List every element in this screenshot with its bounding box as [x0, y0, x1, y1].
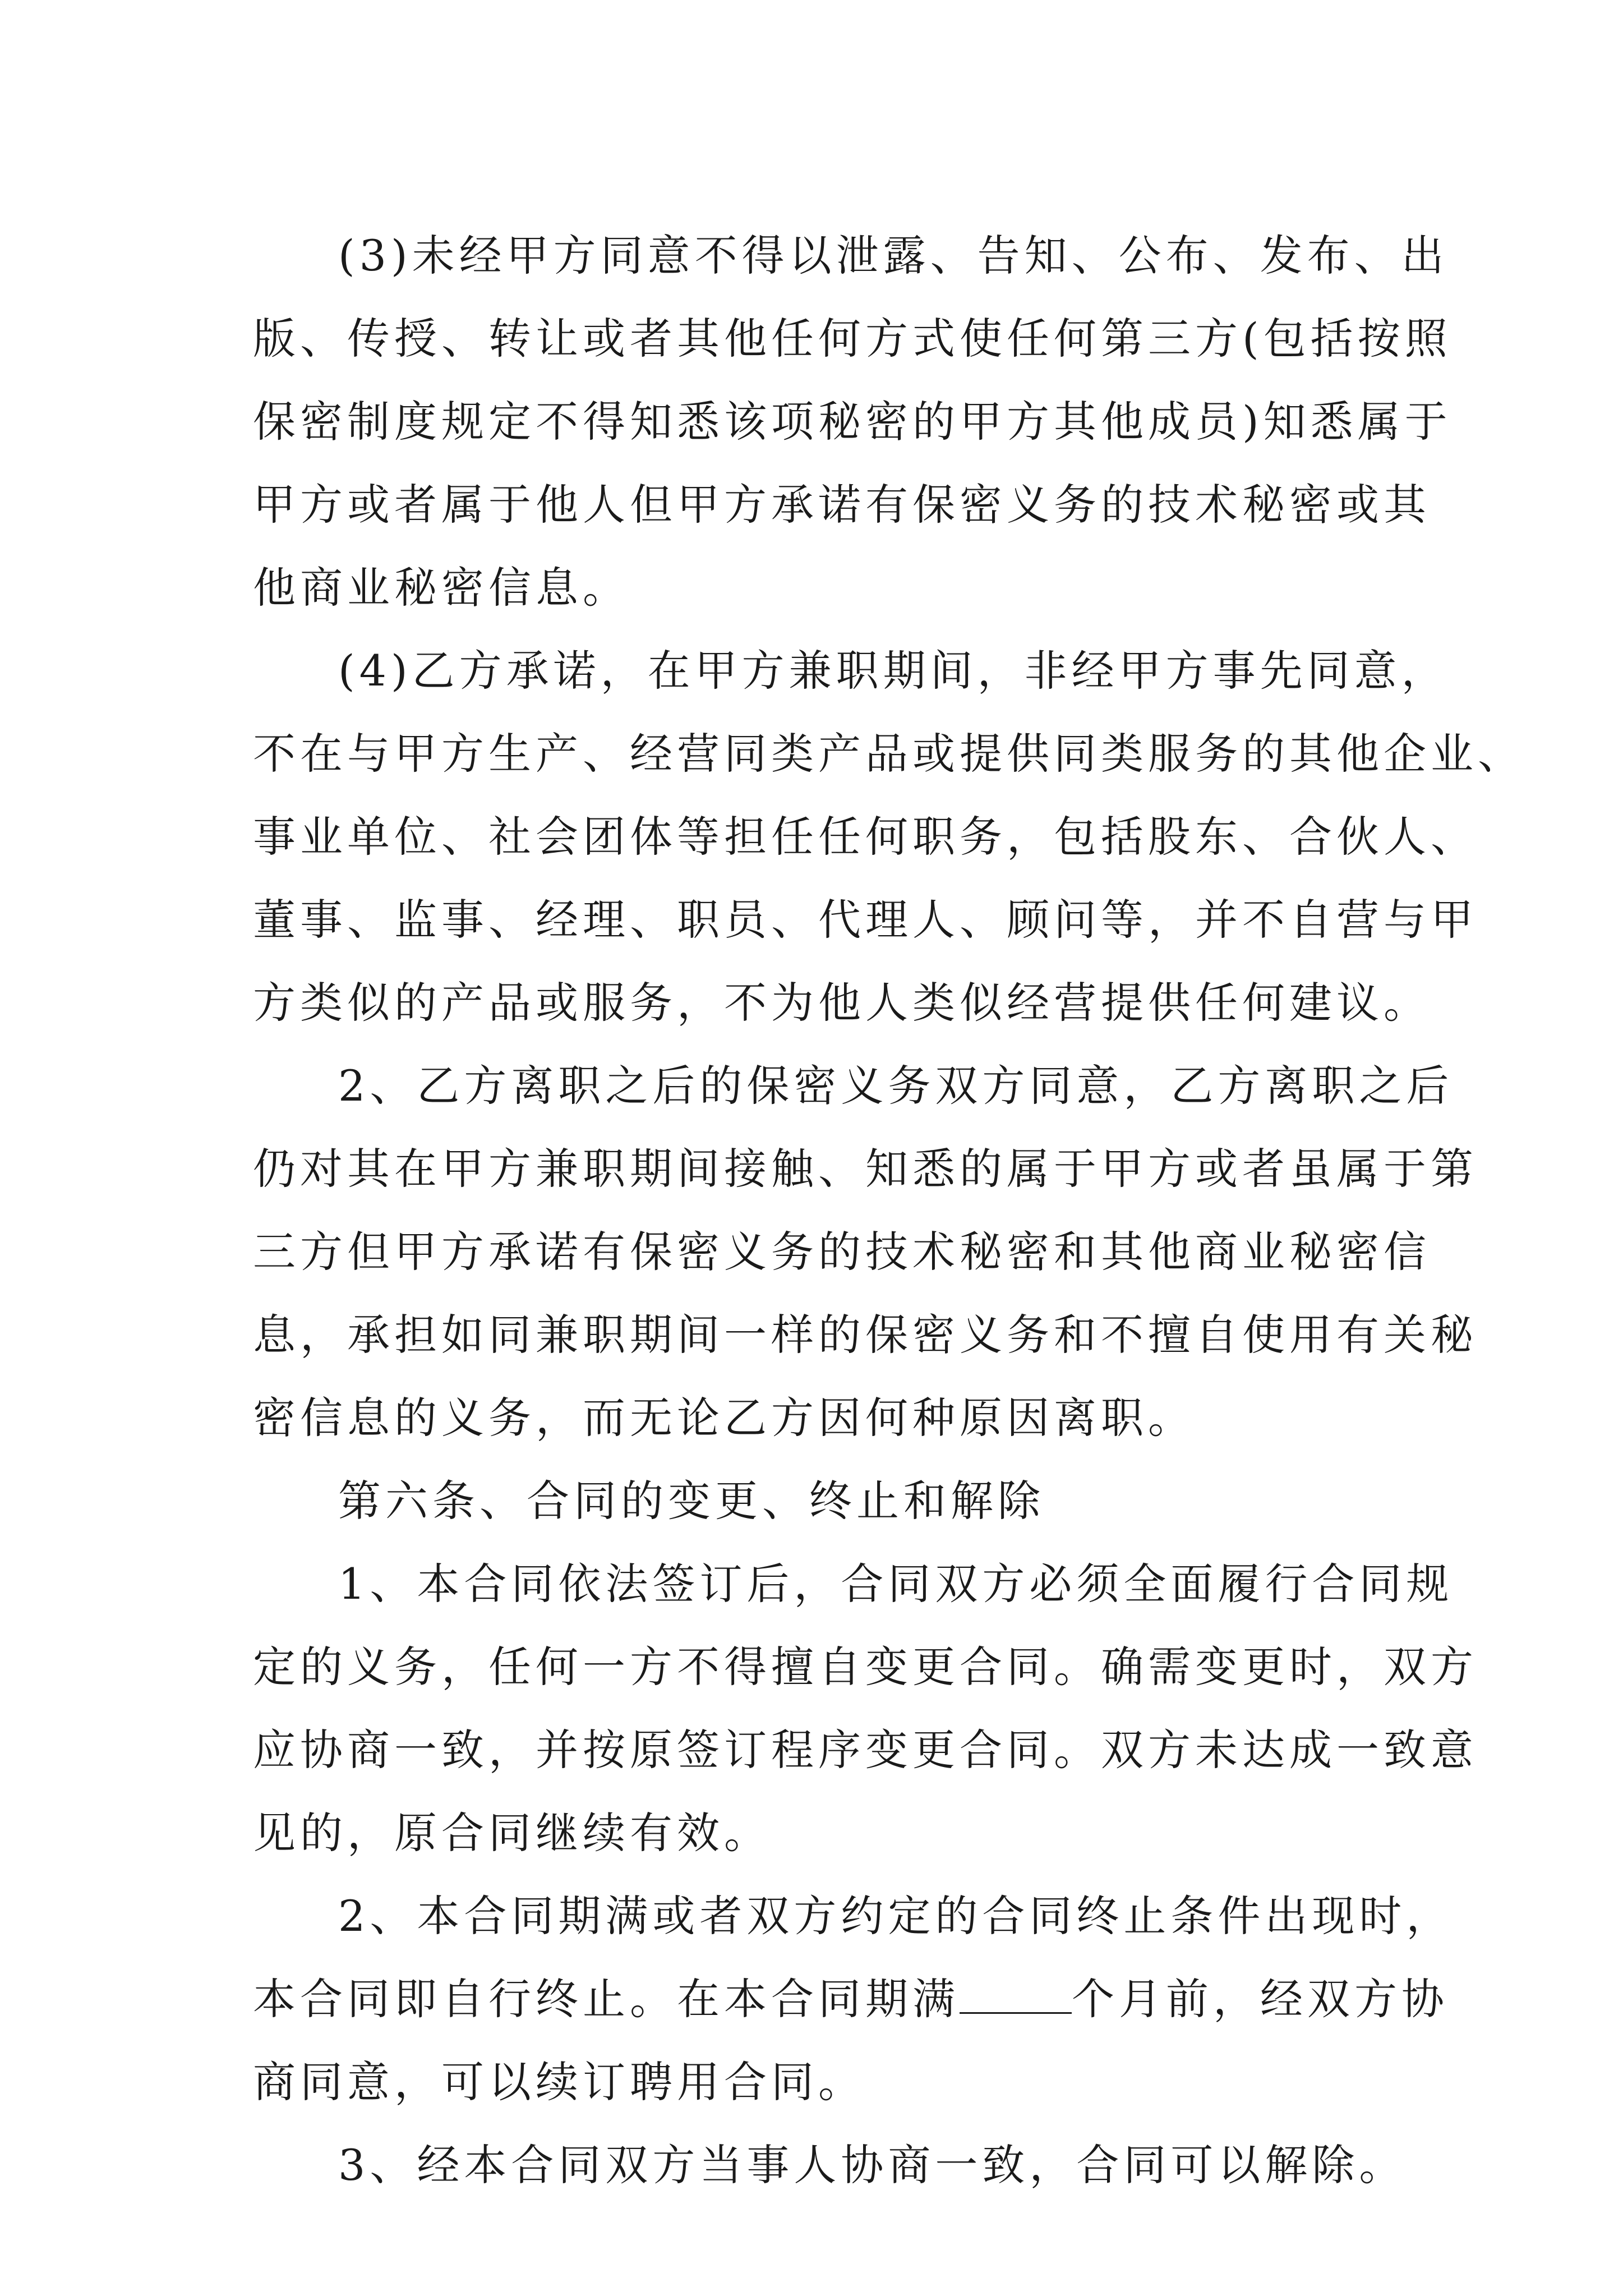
text-line: 董事、监事、经理、职员、代理人、顾问等，并不自营与甲 — [253, 895, 1478, 945]
text-line: 三方但甲方承诺有保密义务的技术秘密和其他商业秘密信 — [253, 1227, 1431, 1277]
paragraph-contract-termination — [253, 1875, 1454, 2124]
text-line: 版、传授、转让或者其他任何方式使任何第三方(包括按照 — [253, 314, 1452, 364]
section-heading-article-6 — [253, 1460, 1375, 1543]
text-line: 应协商一致，并按原签订程序变更合同。双方未达成一致意 — [253, 1725, 1478, 1775]
text-line: 甲方或者属于他人但甲方承诺有保密义务的技术秘密或其 — [253, 480, 1431, 530]
text-line: 密信息的义务，而无论乙方因何种原因离职。 — [253, 1393, 1195, 1443]
paragraph-contract-change — [253, 1543, 1478, 1875]
text-line: (4)乙方承诺，在甲方兼职期间，非经甲方事先同意， — [338, 646, 1449, 696]
text-line: 2、乙方离职之后的保密义务双方同意，乙方离职之后 — [338, 1061, 1454, 1111]
text-line: 事业单位、社会团体等担任任何职务，包括股东、合伙人、 — [253, 812, 1478, 862]
document-body — [253, 214, 1525, 2207]
text-line: 方类似的产品或服务，不为他人类似经营提供任何建议。 — [253, 978, 1431, 1028]
fill-in-blank — [960, 1978, 1072, 2014]
text-line: 不在与甲方生产、经营同类产品或提供同类服务的其他企业、 — [253, 729, 1525, 779]
text-line: 3、经本合同双方当事人协商一致，合同可以解除。 — [338, 2140, 1407, 2190]
text-line: 1、本合同依法签订后，合同双方必须全面履行合同规 — [338, 1559, 1454, 1609]
text-line: 息，承担如同兼职期间一样的保密义务和不擅自使用有关秘 — [253, 1310, 1478, 1360]
text-segment: 个月前，经双方协 — [1072, 1974, 1449, 2024]
text-segment: 本合同即自行终止。在本合同期满 — [253, 1974, 960, 2024]
paragraph-confidentiality-3 — [253, 214, 1452, 629]
section-heading: 第六条、合同的变更、终止和解除 — [338, 1476, 1045, 1526]
paragraph-post-departure-confidentiality — [253, 1045, 1478, 1460]
paragraph-contract-dissolution — [253, 2124, 1407, 2207]
text-line: 保密制度规定不得知悉该项秘密的甲方其他成员)知悉属于 — [253, 397, 1452, 447]
paragraph-non-compete-4 — [253, 629, 1525, 1045]
text-line: 2、本合同期满或者双方约定的合同终止条件出现时， — [338, 1891, 1454, 1941]
text-line: 见的，原合同继续有效。 — [253, 1808, 771, 1858]
text-line: (3)未经甲方同意不得以泄露、告知、公布、发布、出 — [338, 231, 1449, 280]
text-line: 他商业秘密信息。 — [253, 563, 630, 613]
text-line — [253, 1958, 1449, 2041]
text-line: 定的义务，任何一方不得擅自变更合同。确需变更时，双方 — [253, 1642, 1478, 1692]
text-line: 仍对其在甲方兼职期间接触、知悉的属于甲方或者虽属于第 — [253, 1144, 1478, 1194]
text-line: 商同意，可以续订聘用合同。 — [253, 2057, 865, 2107]
